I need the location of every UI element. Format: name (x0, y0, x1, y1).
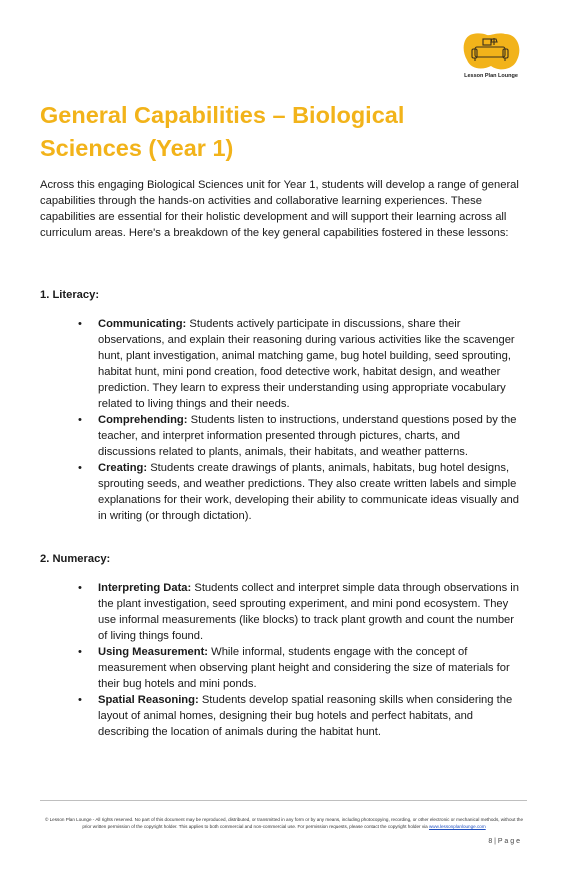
section-heading: 1. Literacy: (40, 289, 100, 301)
list-item (40, 644, 520, 692)
literacy-section (40, 287, 520, 524)
item-term: Interpreting Data: (98, 582, 192, 594)
bullet-list (40, 316, 520, 524)
bullet-icon: • (78, 582, 82, 594)
footer-copyright (44, 816, 524, 830)
list-item (40, 460, 520, 524)
item-term: Using Measurement: (98, 646, 209, 658)
item-text: Students actively participate in discussions, share their observations, and explain their reasoning during various activities like the scavenger hunt, plant investigation, animal matching game, bug hotel building, seed sprouting, habitat hunt, mini pond creation, food detective work, habitat design, and weather prediction. They learn to express their understanding using appropriate vocabulary related to living things and their needs. (98, 318, 515, 410)
footer-divider (40, 800, 527, 801)
bullet-icon: • (78, 414, 82, 426)
bullet-icon: • (78, 694, 82, 706)
section-heading: 2. Numeracy: (40, 553, 111, 565)
intro-paragraph: Across this engaging Biological Sciences unit for Year 1, students will develop a range of general capabilities through the hands-on activities and collaborative learning experiences. These capabilities are essential for their holistic development and will support their learning across all curriculum areas. Here's a breakdown of the key general capabilities fostered in these lessons: (40, 179, 519, 239)
bullet-list (40, 580, 520, 740)
item-term: Comprehending: (98, 414, 188, 426)
copyright-text: © Lesson Plan Lounge - All rights reserved. No part of this document may be reproduced, distributed, or transmitted in any form or by any means, including photocopying, recording, or other electronic or mechanical methods, without the prior written permission of the copyright holder. This applies to both commercial and non-commercial use. For permission requests, please contact the copyright holder via (44, 817, 524, 829)
list-item (40, 412, 520, 460)
item-text: While informal, students engage with the concept of measurement when observing plant height and considering the size of materials for their bug hotels and mini ponds. (98, 646, 510, 690)
numeracy-section (40, 551, 520, 740)
page-title: General Capabilities – Biological Sciences (Year 1) (40, 102, 405, 161)
item-text: Students create drawings of plants, animals, habitats, bug hotel designs, sprouting seeds, and weather predictions. They also create written labels and simple explanations for their work, developing their ability to communicate ideas visually and in writing (or through dictation). (98, 462, 519, 522)
list-item (40, 692, 520, 740)
item-text: Students listen to instructions, understand questions posed by the teacher, and interpret information presented through pictures, charts, and discussions related to plants, animals, their habitats, and weather patterns. (98, 414, 517, 458)
item-text: Students develop spatial reasoning skills when considering the layout of animal homes, designing their bug hotels and perfect habitats, and describing the location of animals during the habitat hunt. (98, 694, 513, 738)
bullet-icon: • (78, 646, 82, 658)
item-term: Communicating: (98, 318, 187, 330)
bullet-icon: • (78, 462, 82, 474)
list-item (40, 316, 520, 412)
item-term: Creating: (98, 462, 148, 474)
page-number: 8 | P a g e (488, 838, 520, 845)
item-text: Students collect and interpret simple data through observations in the plant investigation, seed sprouting experiment, and mini pond ecosystem. They use informal measurements (like blocks) to track plant growth and count the number of living things found. (98, 582, 519, 642)
logo-wordmark: Lesson Plan Lounge (464, 73, 518, 79)
bullet-icon: • (78, 318, 82, 330)
list-item (40, 580, 520, 644)
website-link[interactable]: www.lessonplanlounge.com (428, 824, 486, 829)
item-term: Spatial Reasoning: (98, 694, 199, 706)
